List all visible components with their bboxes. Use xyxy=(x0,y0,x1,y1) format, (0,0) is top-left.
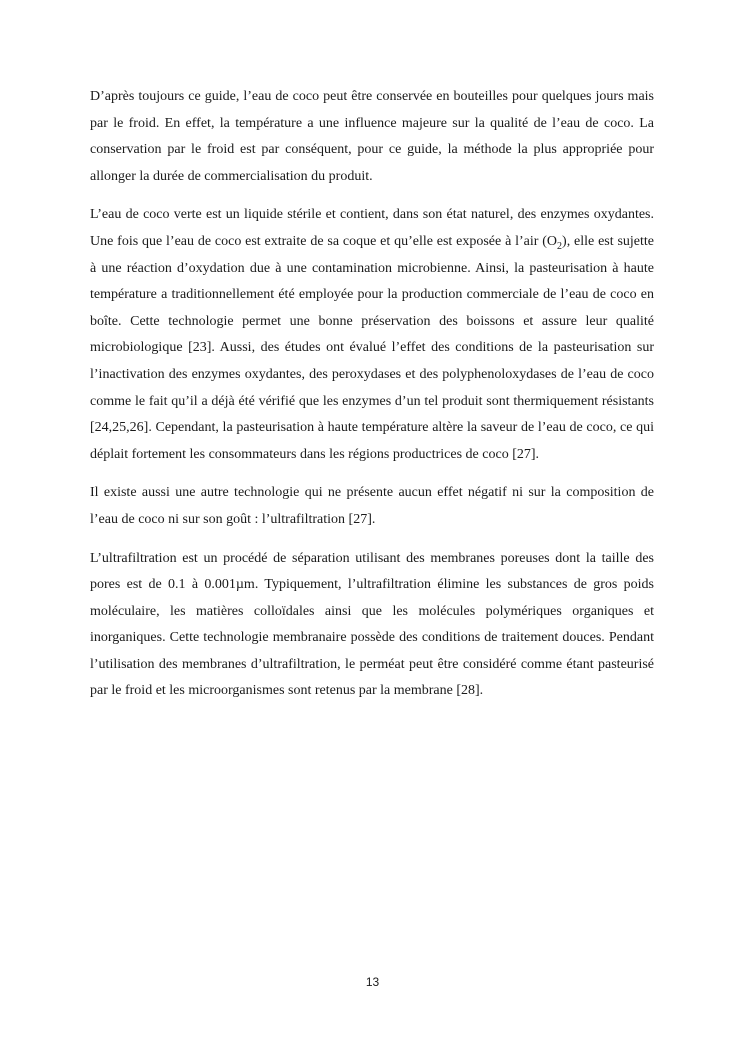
paragraph-4: L’ultrafiltration est un procédé de séparation utilisant des membranes poreuses dont la taille des pores est de 0.1 à 0.001µm. Typiquement, l’ultrafiltration élimine les substances de gros poids moléculaire, les matières colloïdales ainsi que les molécules polymériques organiques et inorganiques. Cette technologie membranaire possède des conditions de traitement douces. Pendant l’utilisation des membranes d’ultrafiltration, le perméat peut être considéré comme étant pasteurisé par le froid et les microorganismes sont retenus par la membrane [28]. xyxy=(90,550,654,699)
paragraph-2-text-a: L’eau de coco verte est un liquide stérile et contient, dans son état naturel, des enzymes oxydantes. Une fois que l’eau de coco est extraite de sa coque et qu’elle est exposée à l’air (O xyxy=(90,207,654,249)
paragraph-1: D’après toujours ce guide, l’eau de coco peut être conservée en bouteilles pour quelques jours mais par le froid. En effet, la température a une influence majeure sur la qualité de l’eau de coco. La conservation par le froid est par conséquent, pour ce guide, la méthode la plus appropriée pour allonger la durée de commercialisation du produit. xyxy=(90,89,654,184)
paragraph-2-text-b: ), elle est sujette à une réaction d’oxydation due à une contamination microbienne. Ainsi, la pasteurisation à haute température a traditionnellement été employée pour la production commerciale de l’eau de coco en boîte. Cette technologie permet une bonne préservation des boissons et assure leur qualité microbiologique [23]. Aussi, des études ont évalué l’effet des conditions de la pasteurisation sur l’inactivation des enzymes oxydantes, des peroxydases et des polyphenoloxydases de l’eau de coco comme le fait qu’il a déjà été vérifié que les enzymes d’un tel produit sont thermiquement résistants [24,25,26]. Cependant, la pasteurisation à haute température altère la saveur de l’eau de coco, ce qui déplait fortement les consommateurs dans les régions productrices de coco [27]. xyxy=(90,233,655,462)
page-number: 13 xyxy=(365,975,380,989)
paragraph-2 xyxy=(90,202,654,468)
paragraph-3: Il existe aussi une autre technologie qui ne présente aucun effet négatif ni sur la composition de l’eau de coco ni sur son goût : l’ultrafiltration [27]. xyxy=(90,485,654,527)
oxygen-subscript: 2 xyxy=(557,240,563,252)
document-body xyxy=(90,84,654,717)
